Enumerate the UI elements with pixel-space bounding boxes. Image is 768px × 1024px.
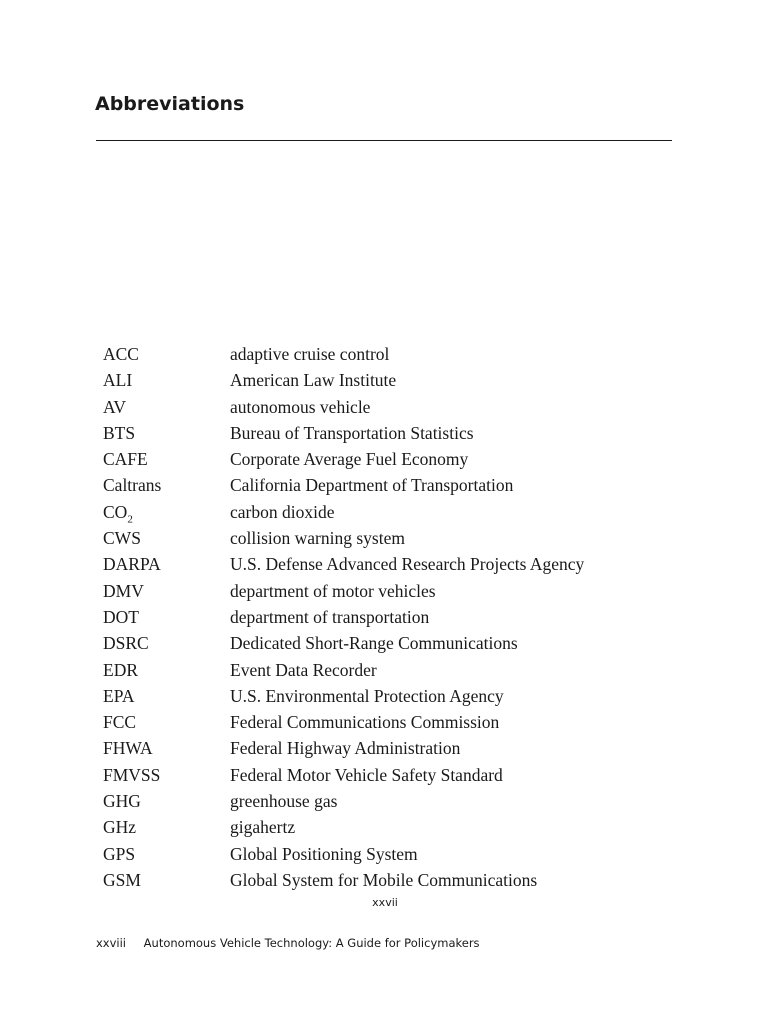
abbreviation-row — [103, 394, 663, 420]
abbreviation-definition: department of transportation — [230, 606, 430, 627]
abbreviation-row — [103, 578, 663, 604]
abbreviation-definition: adaptive cruise control — [230, 344, 390, 364]
page-heading: Abbreviations — [95, 93, 245, 115]
abbreviation-term: AV — [103, 396, 127, 417]
running-footer — [96, 936, 480, 950]
abbreviation-term: FMVSS — [103, 764, 161, 785]
abbreviation-term: DSRC — [103, 633, 149, 654]
footer-folio: xxviii — [96, 936, 127, 950]
abbreviation-definition: Dedicated Short-Range Communications — [230, 633, 518, 654]
abbreviation-row — [103, 735, 663, 761]
abbreviation-row — [103, 683, 663, 709]
abbreviation-row — [103, 630, 663, 656]
abbreviation-term: ACC — [103, 344, 139, 364]
abbreviation-definition: autonomous vehicle — [230, 396, 371, 417]
abbreviation-term: GHz — [103, 817, 137, 838]
abbreviation-term: EDR — [103, 659, 138, 680]
abbreviation-row — [103, 709, 663, 735]
heading-rule — [96, 140, 672, 141]
abbreviation-term — [103, 499, 230, 525]
abbreviation-definition: Bureau of Transportation Statistics — [230, 422, 474, 443]
abbreviation-row — [103, 788, 663, 814]
abbreviation-row — [103, 472, 663, 498]
abbreviation-row — [103, 604, 663, 630]
abbreviation-row — [103, 814, 663, 840]
abbreviation-definition: carbon dioxide — [230, 501, 335, 522]
abbreviation-term: GPS — [103, 843, 136, 864]
abbreviation-definition: U.S. Environmental Protection Agency — [230, 685, 504, 706]
footer-book-title: Autonomous Vehicle Technology: A Guide for Policymakers — [143, 936, 480, 950]
abbreviation-term: DOT — [103, 606, 139, 627]
abbreviation-term-subscript: 2 — [127, 513, 133, 526]
abbreviation-row — [103, 446, 663, 472]
abbreviation-definition: Global System for Mobile Communications — [230, 869, 538, 890]
abbreviation-term: DARPA — [103, 554, 161, 575]
abbreviation-term: GHG — [103, 791, 141, 812]
abbreviation-row — [103, 525, 663, 551]
abbreviation-definition: collision warning system — [230, 528, 405, 549]
abbreviation-term: CWS — [103, 528, 141, 549]
abbreviation-definition: California Department of Transportation — [230, 475, 514, 496]
abbreviation-list — [103, 341, 663, 893]
abbreviation-row — [103, 841, 663, 867]
abbreviation-definition: Event Data Recorder — [230, 659, 377, 680]
abbreviation-definition: gigahertz — [230, 817, 296, 838]
abbreviation-definition: American Law Institute — [230, 370, 397, 391]
abbreviation-row — [103, 367, 663, 393]
abbreviation-row — [103, 551, 663, 577]
abbreviation-definition: Federal Motor Vehicle Safety Standard — [230, 764, 503, 785]
abbreviation-row — [103, 420, 663, 446]
abbreviation-definition: greenhouse gas — [230, 791, 338, 812]
abbreviation-definition: Federal Highway Administration — [230, 738, 461, 759]
abbreviation-term: FCC — [103, 712, 137, 733]
abbreviation-row — [103, 762, 663, 788]
abbreviation-term: DMV — [103, 580, 144, 601]
abbreviation-row — [103, 341, 663, 367]
abbreviation-term: GSM — [103, 869, 141, 890]
abbreviation-definition: U.S. Defense Advanced Research Projects Agency — [230, 554, 585, 575]
abbreviation-term: BTS — [103, 422, 136, 443]
abbreviation-definition: department of motor vehicles — [230, 580, 436, 601]
abbreviation-term-base: CO — [103, 501, 128, 522]
abbreviation-row — [103, 867, 663, 893]
abbreviation-definition: Global Positioning System — [230, 843, 418, 864]
abbreviation-definition: Federal Communications Commission — [230, 712, 500, 733]
abbreviation-term: FHWA — [103, 738, 153, 759]
abbreviation-definition: Corporate Average Fuel Economy — [230, 449, 469, 470]
abbreviation-row — [103, 657, 663, 683]
abbreviation-term: Caltrans — [103, 475, 162, 496]
abbreviation-row — [103, 499, 663, 525]
abbreviation-term: EPA — [103, 685, 135, 706]
abbreviation-term: ALI — [103, 370, 133, 391]
page-number: xxvii — [372, 896, 398, 909]
abbreviation-term: CAFE — [103, 449, 148, 470]
